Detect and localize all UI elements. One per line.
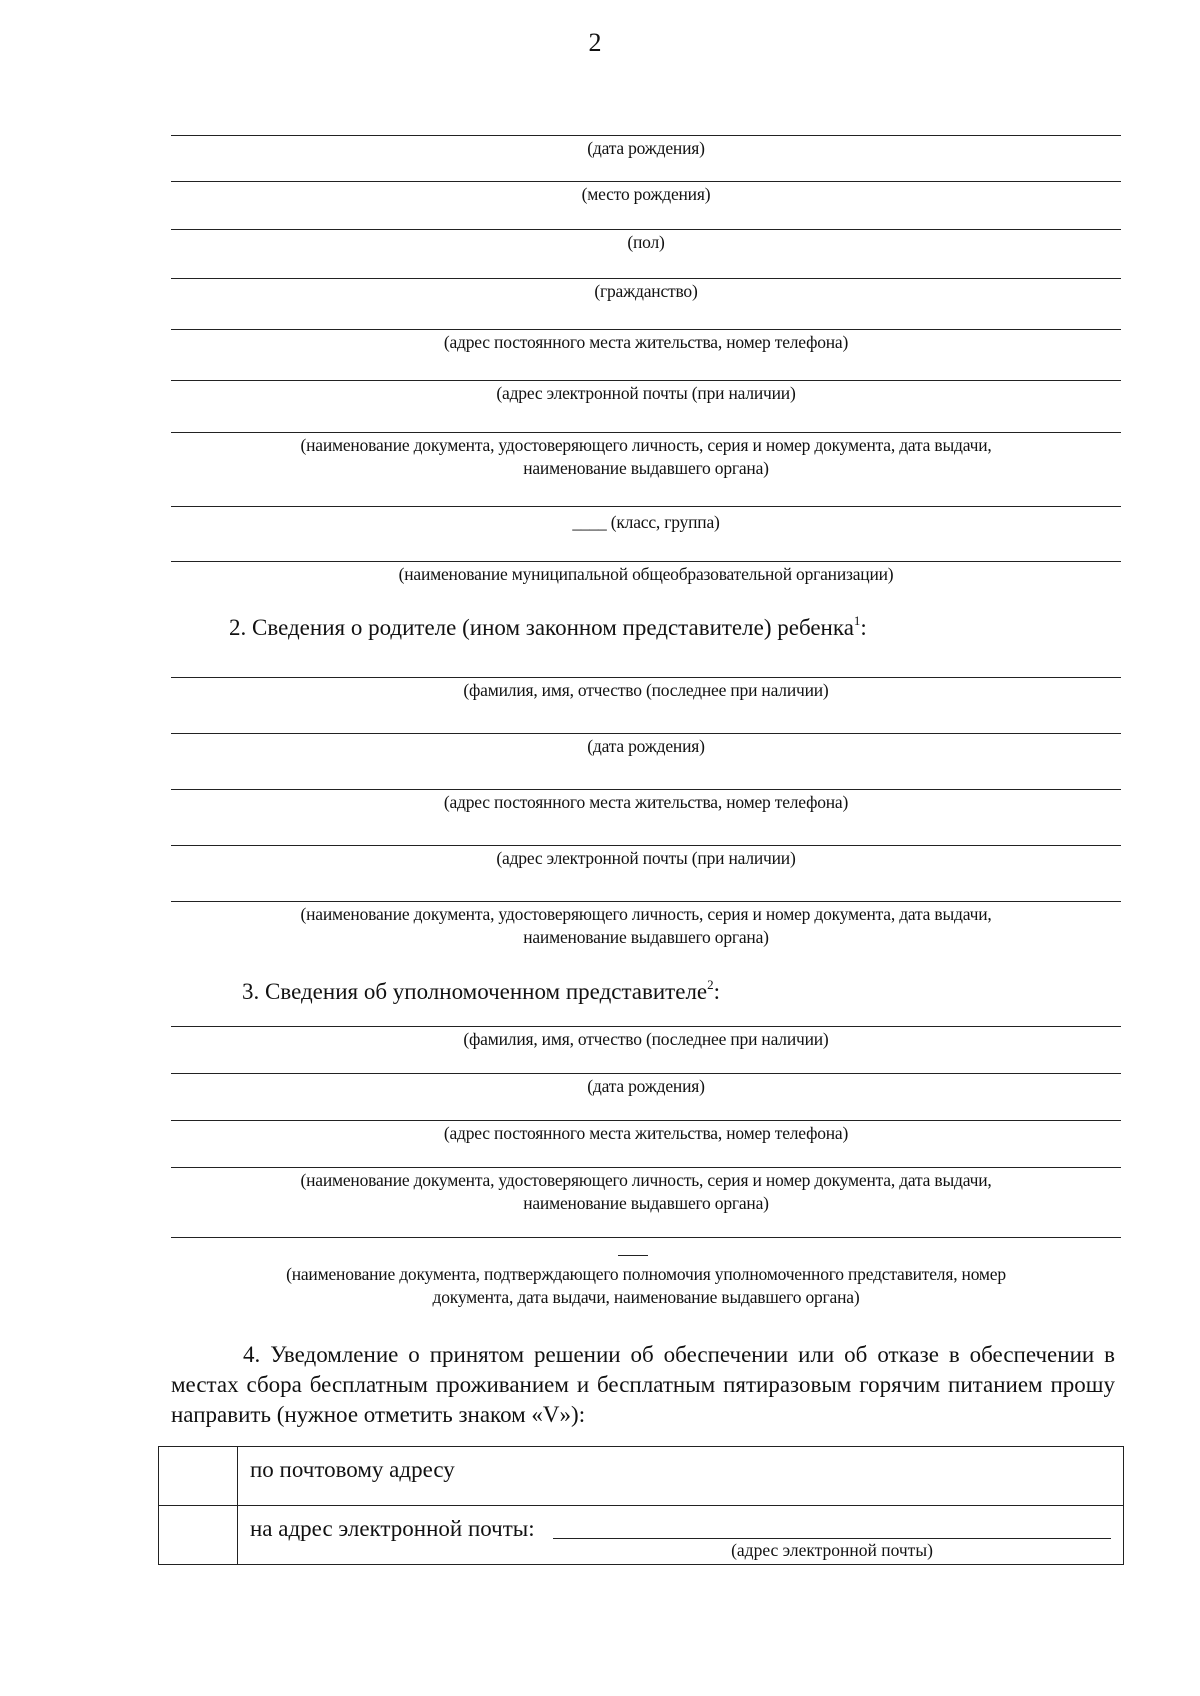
notification-paragraph	[171, 1340, 1115, 1430]
caption-id-document: (наименование документа, удостоверяющего личность, серия и номер документа, дата выдачи,	[300, 435, 992, 455]
caption-email: (адрес электронной почты (при наличии)	[496, 383, 796, 403]
option-row-postal	[159, 1447, 1124, 1506]
option-label-postal: по почтовому адресу	[250, 1457, 455, 1482]
short-dash-mark	[618, 1255, 648, 1256]
caption-id-document: (наименование документа, удостоверяющего личность, серия и номер документа, дата выдачи,	[300, 904, 992, 924]
caption-sex: (пол)	[627, 232, 665, 252]
notification-options-table	[158, 1446, 1124, 1565]
field-line[interactable]	[171, 1237, 1121, 1238]
caption-id-document: (наименование документа, удостоверяющего личность, серия и номер документа, дата выдачи,	[300, 1170, 992, 1190]
field-line[interactable]	[171, 733, 1121, 734]
field-line[interactable]	[171, 677, 1121, 678]
heading-colon: :	[860, 615, 867, 640]
class-group-label: (класс, группа)	[610, 512, 720, 532]
field-line[interactable]	[171, 789, 1121, 790]
footnote-ref: 2	[707, 977, 714, 992]
class-blank[interactable]: ____	[572, 512, 607, 532]
email-address-field[interactable]	[553, 1538, 1111, 1539]
caption-birth-date: (дата рождения)	[587, 736, 705, 756]
caption-citizenship: (гражданство)	[594, 281, 698, 301]
caption-birth-place: (место рождения)	[581, 184, 711, 204]
caption-school: (наименование муниципальной общеобразовательной организации)	[398, 564, 894, 584]
caption-id-document-cont: наименование выдавшего органа)	[523, 458, 769, 478]
caption-birth-date: (дата рождения)	[587, 138, 705, 158]
caption-full-name: (фамилия, имя, отчество (последнее при наличии)	[463, 680, 829, 700]
heading-colon: :	[713, 979, 721, 1004]
caption-id-document-cont: наименование выдавшего органа)	[523, 927, 769, 947]
field-line[interactable]	[171, 561, 1121, 562]
caption-address-phone: (адрес постоянного места жительства, номер телефона)	[443, 1123, 849, 1143]
field-line[interactable]	[171, 1167, 1121, 1168]
field-line[interactable]	[171, 135, 1121, 136]
option-label-email: на адрес электронной почты:	[250, 1516, 535, 1541]
field-line[interactable]	[171, 229, 1121, 230]
field-line[interactable]	[171, 1026, 1121, 1027]
option-row-email	[159, 1506, 1124, 1565]
section-heading-parent	[229, 614, 867, 642]
caption-authority-document: (наименование документа, подтверждающего полномочия уполномоченного представителя, номер	[286, 1264, 1006, 1284]
field-line[interactable]	[171, 181, 1121, 182]
section-heading-representative	[242, 978, 720, 1006]
caption-birth-date: (дата рождения)	[587, 1076, 705, 1096]
field-line[interactable]	[171, 506, 1121, 507]
field-line[interactable]	[171, 278, 1121, 279]
field-line[interactable]	[171, 329, 1121, 330]
caption-authority-document-cont: документа, дата выдачи, наименование выдавшего органа)	[432, 1287, 860, 1307]
field-line[interactable]	[171, 432, 1121, 433]
field-line[interactable]	[171, 1120, 1121, 1121]
checkbox-postal[interactable]	[159, 1447, 238, 1506]
caption-address-phone: (адрес постоянного места жительства, номер телефона)	[443, 332, 849, 352]
field-line[interactable]	[171, 380, 1121, 381]
caption-email-address: (адрес электронной почты)	[731, 1540, 933, 1560]
field-line[interactable]	[171, 1073, 1121, 1074]
caption-id-document-cont: наименование выдавшего органа)	[523, 1193, 769, 1213]
field-line[interactable]	[171, 901, 1121, 902]
checkbox-email[interactable]	[159, 1506, 238, 1565]
page-number: 2	[588, 28, 602, 57]
notification-text: 4. Уведомление о принятом решении об обеспечении или об отказе в обеспечении в местах сбора бесплатным проживанием и бесплатным пятиразовым горячим питанием прошу направить (нужное отметить знаком «V»):	[171, 1342, 1115, 1427]
option-cell-postal	[238, 1447, 1124, 1506]
caption-address-phone: (адрес постоянного места жительства, номер телефона)	[443, 792, 849, 812]
footnote-ref: 1	[853, 613, 861, 628]
option-cell-email	[238, 1506, 1124, 1565]
caption-class-group	[171, 511, 1121, 534]
field-line[interactable]	[171, 845, 1121, 846]
caption-full-name: (фамилия, имя, отчество (последнее при наличии)	[463, 1029, 829, 1049]
caption-email: (адрес электронной почты (при наличии)	[496, 848, 796, 868]
section-heading-parent-text: 2. Сведения о родителе (ином законном представителе) ребенка	[229, 615, 854, 640]
section-heading-representative-text: 3. Сведения об уполномоченном представителе	[242, 979, 708, 1004]
